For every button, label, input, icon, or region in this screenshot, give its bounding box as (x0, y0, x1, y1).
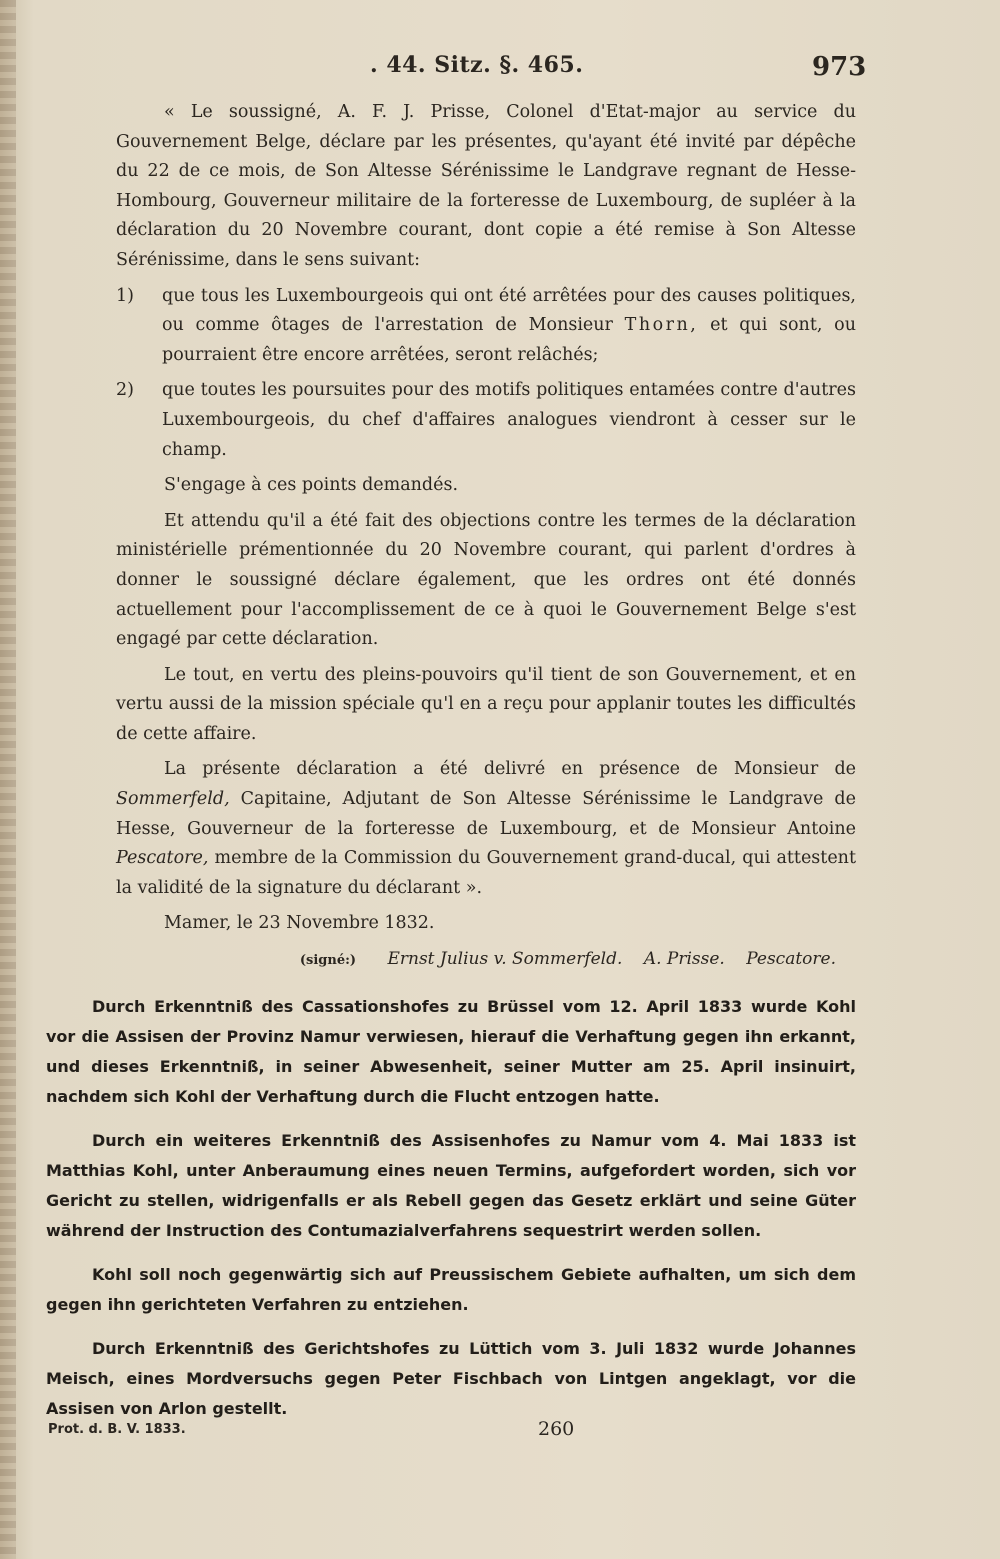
witness-text: La présente déclaration a été delivré en présence de Monsieur de (164, 759, 856, 780)
name-sommerfeld: Sommerfeld, (116, 789, 230, 810)
french-declaration (116, 98, 856, 982)
page-header (0, 52, 1000, 86)
german-report (46, 992, 856, 1438)
signature-prisse: A. Prisse. (643, 949, 725, 970)
page-number: 973 (812, 52, 867, 82)
signature-sommerfeld: Ernst Julius v. Sommerfeld. (387, 949, 623, 970)
witnesses-paragraph (116, 755, 856, 903)
signature-line (116, 945, 856, 976)
list-item-2 (116, 376, 856, 465)
signed-label: (signé:) (299, 953, 357, 969)
powers-paragraph: Le tout, en vertu des pleins-pouvoirs qu'il tient de son Gouvernement, et en vertu aussi de la mission spéciale qu'l en a reçu pour applanir toutes les difficultés de cette affaire. (116, 664, 856, 744)
witness-text: Capitaine, Adjutant de Son Altesse Sérénissime le Landgrave de Hesse, Gouverneur de la forteresse de Luxembourg, et de Monsieur Antoine (116, 789, 856, 839)
binding-edge (0, 0, 16, 1559)
place-date: Mamer, le 23 Novembre 1832. (164, 913, 435, 934)
german-paragraph-4: Durch Erkenntniß des Gerichtshofes zu Lüttich vom 3. Juli 1832 wurde Johannes Meisch, eines Mordversuchs gegen Peter Fischbach von Lintgen angeklagt, vor die Assisen von Arlon gestellt. (46, 1339, 856, 1418)
engagement-paragraph: S'engage à ces points demandés. (164, 475, 459, 496)
declaration-opening: « Le soussigné, A. F. J. Prisse, Colonel d'Etat-major au service du Gouvernement Belge, déclare par les présentes, qu'ayant été invité par dépêche du 22 de ce mois, de Son Altesse Sérénissime le Landgrave regnant de Hesse-Hombourg, Gouverneur militaire de la forteresse de Luxembourg, de supléer à la déclaration du 20 Novembre courant, dont copie a été remise à Son Altesse Sérénissime, dans le sens suivant: (116, 102, 856, 270)
page-footer (0, 1418, 1000, 1448)
german-paragraph-2: Durch ein weiteres Erkenntniß des Assisenhofes zu Namur vom 4. Mai 1833 ist Matthias Kohl, unter Anberaumung eines neuen Termins, aufgefordert worden, sich vor Gericht zu stellen, widrigenfalls er als Rebell gegen das Gesetz erklärt und seine Güter während der Instruction des Contumazialverfahrens sequestrirt werden sollen. (46, 1131, 856, 1240)
name-pescatore: Pescatore, (116, 848, 209, 869)
list-item-text: que tous les Luxembourgeois qui ont été arrêtées pour des causes politiques, ou comme ôtages de l'arrestation de Monsieur (162, 285, 856, 336)
german-paragraph-3: Kohl soll noch gegenwärtig sich auf Preussischem Gebiete aufhalten, um sich dem gegen ihn gerichteten Verfahren zu entziehen. (46, 1265, 856, 1314)
witness-text: membre de la Commission du Gouvernement grand-ducal, qui attestent la validité de la signature du déclarant ». (116, 848, 856, 898)
objections-paragraph: Et attendu qu'il a été fait des objections contre les termes de la déclaration ministérielle prémentionnée du 20 Novembre courant, qui parlent d'ordres à donner le soussigné déclare également, que les ordres ont été donnés actuellement pour l'accomplissement de ce à quoi le Gouvernement Belge s'est engagé par cette déclaration. (116, 510, 856, 650)
list-item-number: 2) (116, 380, 134, 401)
list-item-text: et qui sont, ou pourraient être encore arrêtées, seront relâchés; (162, 315, 856, 365)
list-item-number: 1) (116, 285, 134, 306)
sheet-number: 260 (538, 1418, 575, 1440)
name-thorn: Thorn, (624, 315, 699, 336)
german-paragraph-1: Durch Erkenntniß des Cassationshofes zu Brüssel vom 12. April 1833 wurde Kohl vor die Assisen der Provinz Namur verwiesen, hierauf die Verhaftung gegen ihn erkannt, und dieses Erkenntniß, in seiner Abwesenheit, seiner Mutter am 25. April insinuirt, nachdem sich Kohl der Verhaftung durch die Flucht entzogen hatte. (46, 997, 856, 1106)
running-head: . 44. Sitz. §. 465. (370, 52, 584, 78)
list-item-text: que toutes les poursuites pour des motifs politiques entamées contre d'autres Luxembourgeois, du chef d'affaires analogues viendront à cesser sur le champ. (162, 380, 856, 460)
signature-pescatore: Pescatore. (746, 949, 836, 970)
printer-signature-mark: Prot. d. B. V. 1833. (48, 1422, 186, 1437)
list-item-1 (116, 282, 856, 371)
